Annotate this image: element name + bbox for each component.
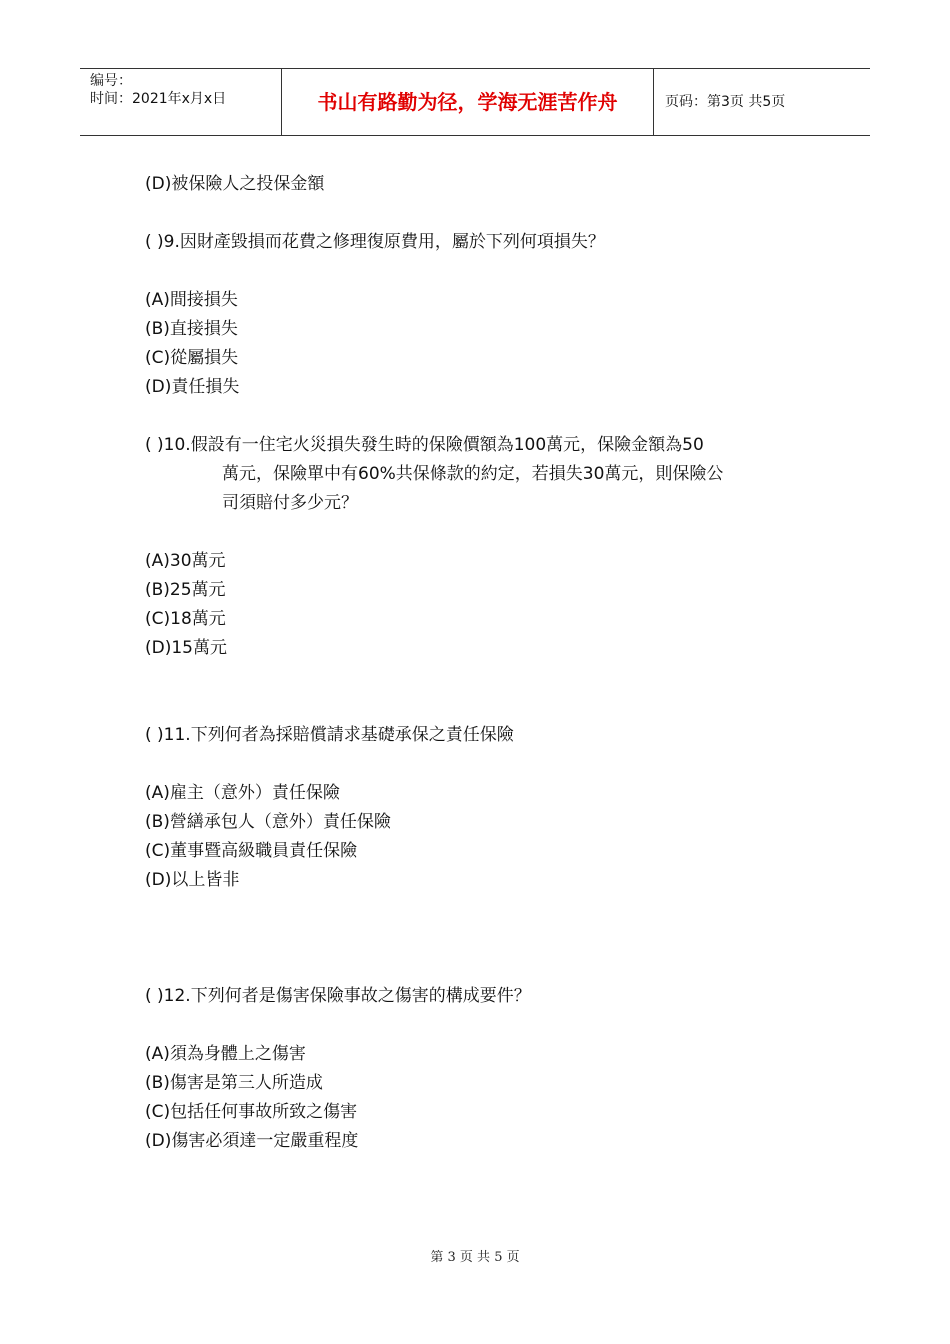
header-page-info: 页码：第3页 共5页 xyxy=(665,94,786,110)
q11-option-b: (B)營繕承包人（意外）責任保險 xyxy=(145,812,391,832)
q10-option-a: (A)30萬元 xyxy=(145,551,226,571)
q11-option-c: (C)董事暨高級職員責任保險 xyxy=(145,841,358,861)
q10-stem-line2: 萬元，保險單中有60%共保條款的約定，若損失30萬元，則保險公 xyxy=(222,464,724,484)
q10-option-b: (B)25萬元 xyxy=(145,580,226,600)
header-meta xyxy=(80,69,282,135)
q9-option-b: (B)直接損失 xyxy=(145,319,238,339)
q9-option-d: (D)責任損失 xyxy=(145,377,240,397)
serial-label: 编号： xyxy=(90,73,132,89)
q10-option-d: (D)15萬元 xyxy=(145,638,227,658)
document-body xyxy=(145,170,825,1156)
q12-option-d: (D)傷害必須達一定嚴重程度 xyxy=(145,1131,359,1151)
q11-option-a: (A)雇主（意外）責任保險 xyxy=(145,783,340,803)
page-footer: 第 3 页 共 5 页 xyxy=(430,1250,520,1265)
q8-option-d: (D)被保險人之投保金額 xyxy=(145,174,325,194)
q9-option-c: (C)從屬損失 xyxy=(145,348,239,368)
q12-option-b: (B)傷害是第三人所造成 xyxy=(145,1073,323,1093)
q9-stem: ( )9.因財產毀損而花費之修理復原費用，屬於下列何項損失？ xyxy=(145,232,605,252)
q10-stem-line1: ( )10.假設有一住宅火災損失發生時的保險價額為100萬元，保險金額為50 xyxy=(145,435,704,455)
q10-option-c: (C)18萬元 xyxy=(145,609,226,629)
header-motto: 书山有路勤为径，学海无涯苦作舟 xyxy=(282,69,654,135)
date-label: 时间：2021年x月x日 xyxy=(90,91,227,107)
q10-stem-line3: 司須賠付多少元？ xyxy=(222,493,358,513)
q12-stem: ( )12.下列何者是傷害保險事故之傷害的構成要件？ xyxy=(145,986,531,1006)
q11-option-d: (D)以上皆非 xyxy=(145,870,240,890)
q11-stem: ( )11.下列何者為採賠償請求基礎承保之責任保險 xyxy=(145,725,514,745)
q9-option-a: (A)間接損失 xyxy=(145,290,238,310)
q12-option-c: (C)包括任何事故所致之傷害 xyxy=(145,1102,358,1122)
q12-option-a: (A)須為身體上之傷害 xyxy=(145,1044,306,1064)
page-header xyxy=(80,68,870,136)
